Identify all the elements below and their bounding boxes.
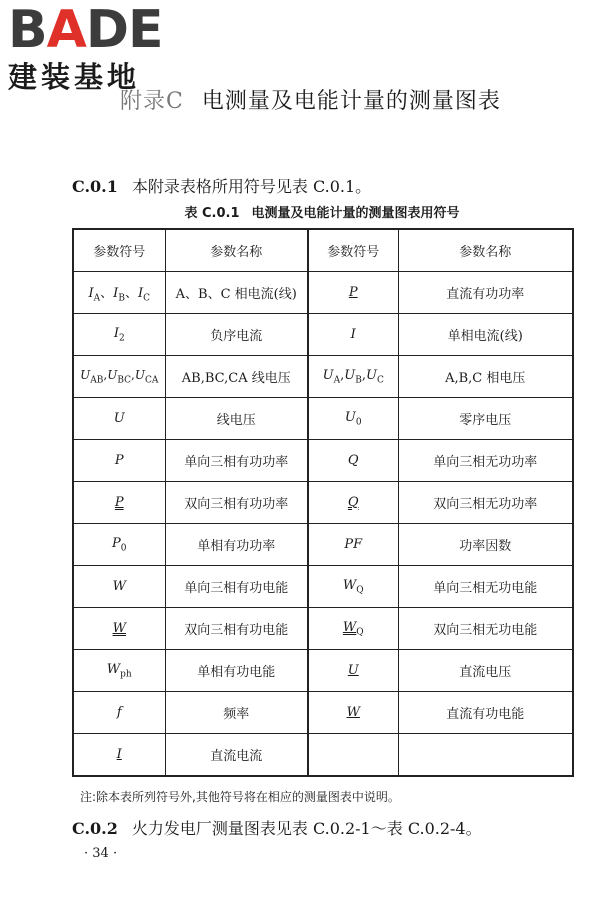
name-cell: 单向三相无功功率 (398, 440, 573, 482)
table-caption-number: 表 C.0.1 (184, 206, 240, 221)
table-row (73, 314, 573, 356)
section-c01 (72, 174, 371, 197)
name-cell: 双向三相有功电能 (165, 608, 308, 650)
table-row (73, 356, 573, 398)
symbol-cell (308, 314, 398, 356)
symbol-cell (308, 524, 398, 566)
symbol-cell (308, 692, 398, 734)
symbol-cell (73, 608, 165, 650)
table-caption-title: 电测量及电能计量的测量图表用符号 (251, 206, 460, 221)
section-text: 火力发电厂测量图表见表 C.0.2-1～表 C.0.2-4。 (131, 819, 482, 838)
symbol-text: Q (347, 495, 359, 510)
logo-subtitle: 建装基地 (8, 60, 141, 94)
name-cell: 负序电流 (165, 314, 308, 356)
bade-logo (8, 0, 178, 94)
symbol-cell: $U_0$ (308, 398, 398, 440)
table-row (73, 272, 573, 314)
table-row (73, 398, 573, 440)
table-row (73, 692, 573, 734)
logo-letters-de: DE (85, 0, 163, 60)
symbol-cell (73, 734, 165, 777)
table-row (73, 440, 573, 482)
symbol-text: P (114, 453, 124, 468)
name-cell: 单相有功功率 (165, 524, 308, 566)
name-cell: 零序电压 (398, 398, 573, 440)
section-number: C.0.2 (72, 819, 118, 838)
name-cell: 直流电压 (398, 650, 573, 692)
symbol-cell: $P_0$ (73, 524, 165, 566)
symbol-cell (308, 482, 398, 524)
name-cell: 功率因数 (398, 524, 573, 566)
symbol-cell: $W_Q$ (308, 566, 398, 608)
section-c02 (72, 816, 482, 839)
symbol-cell: $W_Q$ (308, 608, 398, 650)
table-row (73, 608, 573, 650)
symbol-text: U (347, 663, 359, 678)
section-text: 本附录表格所用符号见表 C.0.1。 (131, 177, 372, 196)
section-number: C.0.1 (72, 177, 118, 196)
symbol-text: $I_A$、$I_B$、$I_C$ (88, 285, 150, 304)
name-cell: 双向三相无功电能 (398, 608, 573, 650)
name-cell: 线电压 (165, 398, 308, 440)
name-cell: A、B、C 相电流(线) (165, 272, 308, 314)
symbol-text: Q (347, 453, 359, 468)
logo-wordmark (8, 0, 178, 60)
name-cell: 直流有功功率 (398, 272, 573, 314)
name-cell: 直流电流 (165, 734, 308, 777)
name-cell: AB,BC,CA 线电压 (165, 356, 308, 398)
header-name-left: 参数名称 (165, 229, 308, 272)
symbol-cell: $W_{ph}$ (73, 650, 165, 692)
table-row (73, 482, 573, 524)
symbol-text: P (348, 285, 358, 300)
symbol-text: W (112, 579, 126, 594)
name-cell: 单向三相有功电能 (165, 566, 308, 608)
logo-letter-a: A (46, 0, 86, 60)
header-symbol-right: 参数符号 (308, 229, 398, 272)
name-cell: 双向三相有功功率 (165, 482, 308, 524)
table-row (73, 524, 573, 566)
table-header-row (73, 229, 573, 272)
symbol-cell (73, 482, 165, 524)
table-caption (72, 202, 572, 221)
symbol-cell: $U_A,U_B,U_C$ (308, 356, 398, 398)
table-note: 注:除本表所列符号外,其他符号将在相应的测量图表中说明。 (80, 790, 400, 804)
symbol-cell (308, 650, 398, 692)
name-cell: 频率 (165, 692, 308, 734)
symbol-cell (73, 440, 165, 482)
symbol-text: I (116, 747, 122, 762)
symbol-table (72, 228, 574, 777)
symbol-cell: $U_{AB},U_{BC},U_{CA}$ (73, 356, 165, 398)
name-cell: 单向三相无功电能 (398, 566, 573, 608)
logo-letter-b: B (8, 0, 47, 60)
appendix-heading (120, 84, 560, 115)
header-symbol-left: 参数符号 (73, 229, 165, 272)
name-cell: 单相有功电能 (165, 650, 308, 692)
symbol-text: W (346, 705, 360, 720)
symbol-cell (73, 692, 165, 734)
symbol-cell (308, 272, 398, 314)
appendix-label: 附录C (120, 89, 184, 114)
name-cell: 单向三相有功功率 (165, 440, 308, 482)
name-cell: 直流有功电能 (398, 692, 573, 734)
name-cell: 双向三相无功功率 (398, 482, 573, 524)
name-cell (398, 734, 573, 777)
table-row (73, 566, 573, 608)
symbol-text: W (112, 621, 126, 636)
symbol-text: PF (344, 537, 363, 552)
symbol-cell (308, 734, 398, 777)
page-number: · 34 · (84, 846, 118, 861)
table-row (73, 650, 573, 692)
symbol-cell (73, 272, 165, 314)
symbol-text: P (114, 495, 124, 510)
header-name-right: 参数名称 (398, 229, 573, 272)
name-cell: 单相电流(线) (398, 314, 573, 356)
symbol-cell (308, 440, 398, 482)
name-cell: A,B,C 相电压 (398, 356, 573, 398)
symbol-cell (73, 398, 165, 440)
table-row (73, 734, 573, 777)
symbol-cell: $I_2$ (73, 314, 165, 356)
symbol-cell (73, 566, 165, 608)
symbol-text: f (116, 705, 122, 720)
symbol-text: I (350, 327, 356, 342)
appendix-title: 电测量及电能计量的测量图表 (201, 89, 501, 114)
symbol-text: U (113, 411, 125, 426)
